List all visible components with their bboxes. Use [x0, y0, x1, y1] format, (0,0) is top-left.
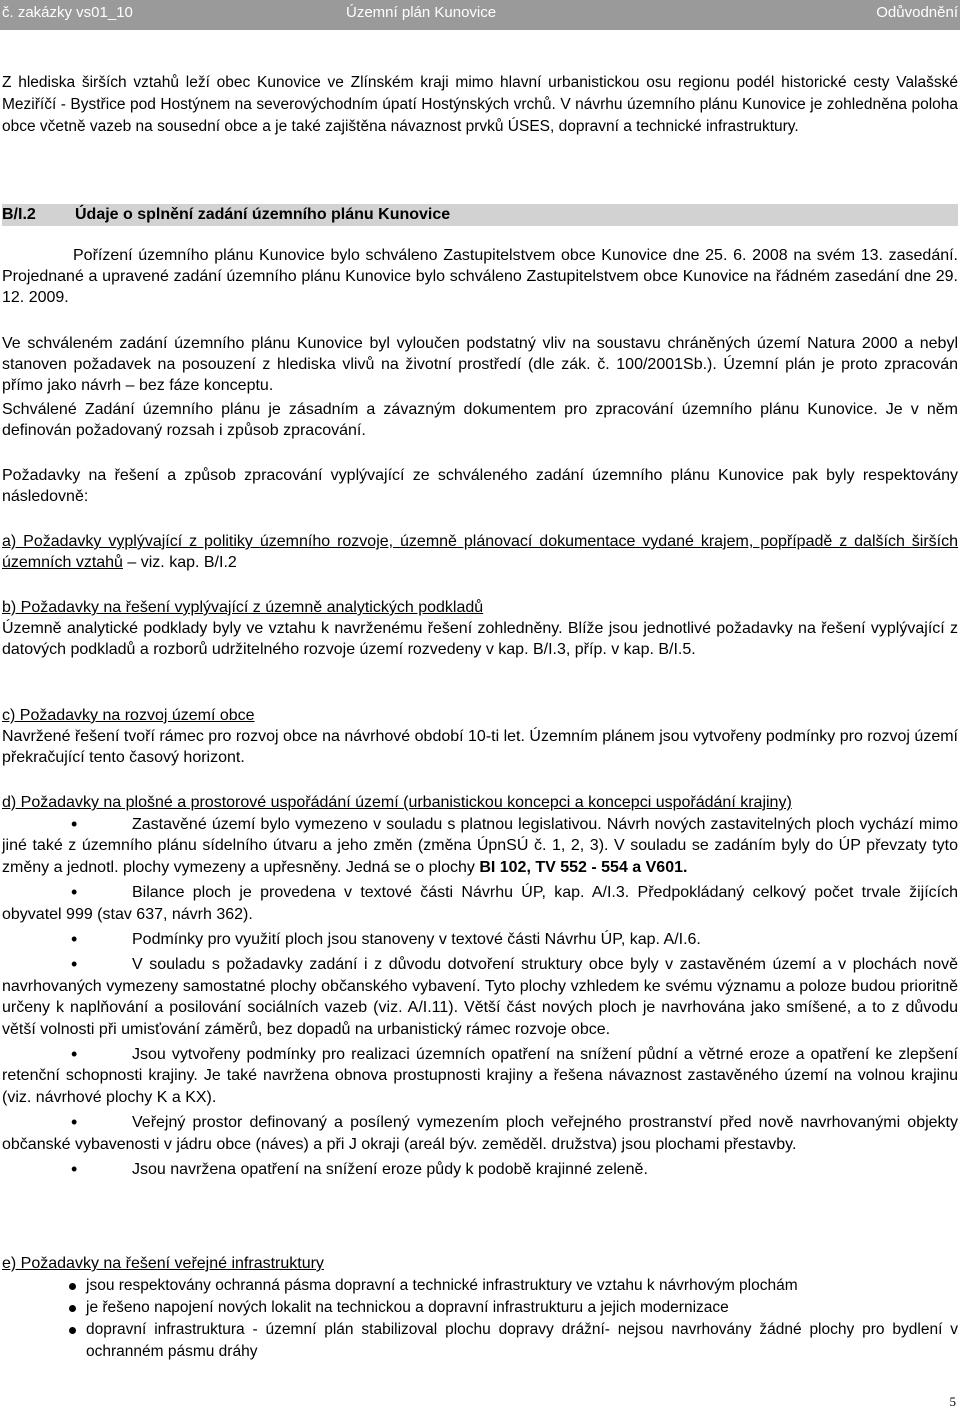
header-document-title: Územní plán Kunovice: [346, 4, 497, 21]
page-number: 5: [949, 1394, 956, 1409]
paragraph-approval: Pořízení územního plánu Kunovice bylo schváleno Zastupitelstvem obce Kunovice dne 25. 6. 2008 na svém 13. zasedání. Projednané a upravené zadání územního plánu Kunovice bylo schváleno Zastupitelstvem obce Kunovice na řádném zasedání dne 29. 12. 2009.: [2, 247, 958, 306]
section-title: Údaje o splnění zadání územního plánu Kunovice: [75, 206, 451, 223]
list-item: dopravní infrastruktura - územní plán stabilizoval plochu dopravy drážní- nejsou navrhovány žádné plochy pro bydlení v ochranném pásmu dráhy: [68, 1319, 958, 1363]
list-item: [2, 1159, 958, 1180]
paragraph-requirements-intro: Požadavky na řešení a způsob zpracování vyplývající ze schváleného zadání územního plánu Kunovice pak byly respektovány následovně:: [2, 467, 958, 505]
requirement-a-heading: a) Požadavky vyplývající z politiky územního rozvoje, územně plánovací dokumentace vydané krajem, popřípadě z dalších širších územních vztahů: [2, 533, 958, 571]
requirement-c-heading: c) Požadavky na rozvoj území obce: [2, 707, 255, 724]
list-item: [2, 814, 958, 878]
list-item-text: Jsou vytvořeny podmínky pro realizaci územních opatření na snížení půdní a větrné eroze a opatření ke zlepšení retenční schopnosti krajiny. Je také navržena obnova prostupnosti krajiny a řešena návaznost zastavěného území na volnou krajinu (viz. návrhové plochy K a KX).: [2, 1046, 958, 1106]
header-project-number: č. zakázky vs01_10: [2, 4, 133, 21]
list-item: [2, 1112, 958, 1155]
intro-paragraph: Z hlediska širších vztahů leží obec Kunovice ve Zlínském kraji mimo hlavní urbanistickou osu regionu podél historické cesty Valašské Meziříčí - Bystřice pod Hostýnem na severovýchodním úpatí Hostýnských vrchů. V návrhu územního plánu Kunovice je zohledněna poloha obce včetně vazeb na sousední obce a je také zajištěna návaznost prvků ÚSES, dopravní a technické infrastruktury.: [2, 74, 958, 135]
list-item-text: Zastavěné území bylo vymezeno v souladu s platnou legislativou. Návrh nových zastavitelných ploch vychází mimo jiné také z územního plánu sídelního útvaru a jeho změn (změna ÚpnSÚ č. 1, 2, 3). V souladu se zadáním byly do ÚP převzaty tyto změny a jednotl. plochy vymezeny a upřesněny. Jedná se o plochy: [2, 816, 958, 876]
list-item-text: Jsou navržena opatření na snížení eroze půdy k podobě krajinné zeleně.: [132, 1161, 648, 1179]
requirement-c-text: Navržené řešení tvoří rámec pro rozvoj obce na návrhové období 10-ti let. Územním plánem jsou vytvořeny podmínky pro rozvoj území překračující tento časový horizont.: [2, 728, 958, 766]
requirement-b-heading: b) Požadavky na řešení vyplývající z územně analytických podkladů: [2, 599, 484, 616]
requirement-b-text: Územně analytické podklady byly ve vztahu k navrženému řešení zohledněny. Blíže jsou jednotlivé požadavky na řešení vyplývající z datových podkladů a rozborů udržitelného rozvoje území rozvedeny v kap. B/I.3, příp. v kap. B/I.5.: [2, 620, 958, 658]
requirement-a: [2, 531, 958, 573]
list-item: [2, 882, 958, 925]
requirement-e-heading: e) Požadavky na řešení veřejné infrastruktury: [2, 1255, 324, 1272]
page-header: [0, 0, 960, 30]
paragraph-assignment: Schválené Zadání územního plánu je zásadním a závazným dokumentem pro zpracování územního plánu Kunovice. Je v něm definován požadovaný rozsah i způsob zpracování.: [2, 401, 958, 439]
list-item: je řešeno napojení nových lokalit na technickou a dopravní infrastrukturu a jejich modernizace: [68, 1297, 958, 1319]
list-item: [2, 929, 958, 950]
list-item: jsou respektovány ochranná pásma dopravní a technické infrastruktury ve vztahu k návrhovým plochám: [68, 1275, 958, 1297]
requirement-d-list: [2, 814, 958, 1185]
header-section-name: Odůvodnění: [876, 4, 958, 21]
list-item-text: Bilance ploch je provedena v textové části Návrhu ÚP, kap. A/I.3. Předpokládaný celkový počet trvale žijících obyvatel 999 (stav 637, návrh 362).: [2, 884, 958, 923]
requirement-a-reference: – viz. kap. B/I.2: [122, 554, 237, 571]
list-item-text: Veřejný prostor definovaný a posílený vymezením ploch veřejného prostranství před nově navrhovanými objekty občanské vybavenosti v jádru obce (náves) a při J okraji (areál býv. zeměděl. družstva) jsou plochami přestavby.: [2, 1114, 958, 1153]
list-item-bold: BI 102, TV 552 - 554 a V601.: [479, 858, 688, 876]
list-item: [2, 1044, 958, 1108]
section-number: B/I.2: [2, 206, 36, 223]
requirement-d-heading: d) Požadavky na plošné a prostorové uspořádání území (urbanistickou koncepci a koncepci uspořádání krajiny): [2, 794, 792, 811]
list-item: [2, 954, 958, 1040]
paragraph-natura: Ve schváleném zadání územního plánu Kunovice byl vyloučen podstatný vliv na soustavu chráněných území Natura 2000 a nebyl stanoven požadavek na posouzení z hlediska vlivů na životní prostředí (dle zák. č. 100/2001Sb.). Územní plán je proto zpracován přímo jako návrh – bez fáze konceptu.: [2, 335, 958, 394]
section-heading: [2, 204, 958, 226]
list-item-text: Podmínky pro využití ploch jsou stanoveny v textové části Návrhu ÚP, kap. A/I.6.: [132, 931, 701, 949]
list-item-text: V souladu s požadavky zadání i z důvodu dotvoření struktury obce byly v zastavěném území a v plochách nově navrhovaných vymezeny samostatné plochy občanského vybavení. Tyto plochy vzhledem ke svému významu a poloze budou prioritně určeny k naplňování a posilování sociálních vazeb (viz. A/I.11). Větší část nových ploch je navrhována jako smíšené, a to z důvodu větší volnosti při umisťování záměrů, bez dopadů na urbanistický rámec rozvoje obce.: [2, 956, 958, 1038]
requirement-e-list: [68, 1275, 958, 1363]
